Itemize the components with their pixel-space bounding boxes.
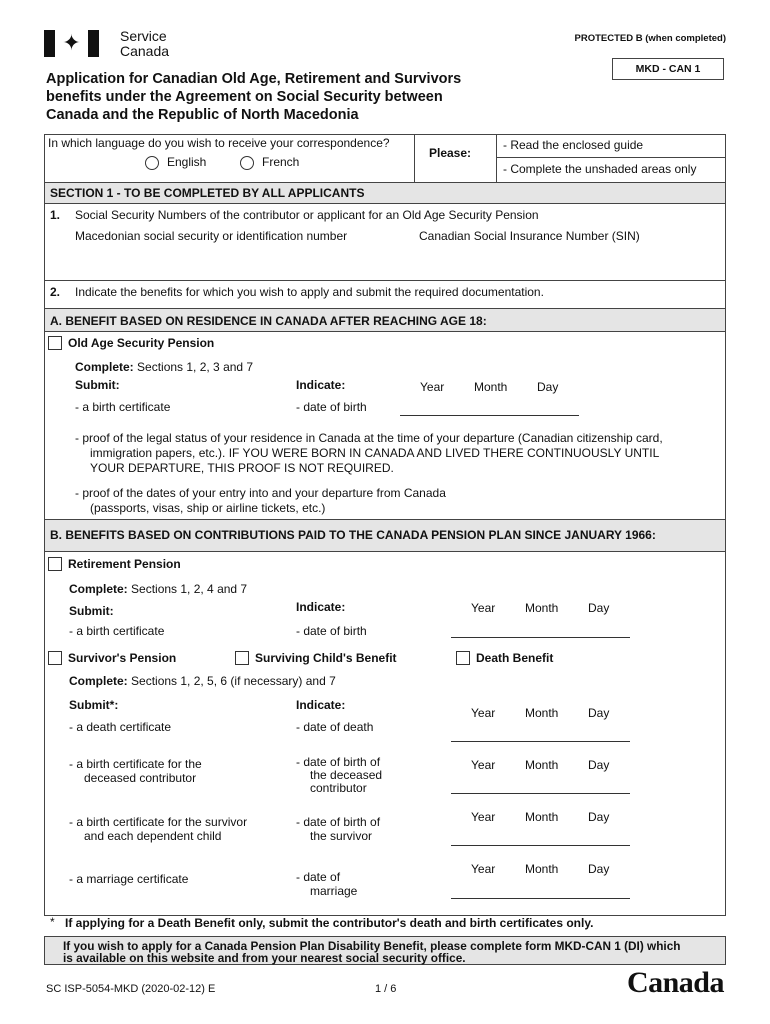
macedonian-id-input[interactable] bbox=[75, 246, 405, 276]
survivor-label: Survivor's Pension bbox=[68, 651, 177, 665]
oas-label: Old Age Security Pension bbox=[68, 336, 215, 350]
french-radio[interactable] bbox=[240, 156, 254, 170]
survivor-dob-field[interactable] bbox=[451, 845, 630, 846]
retirement-label: Retirement Pension bbox=[68, 557, 181, 571]
oas-dob-field[interactable] bbox=[400, 415, 579, 416]
sin-input[interactable] bbox=[419, 246, 719, 276]
retirement-checkbox[interactable] bbox=[48, 557, 62, 571]
instruction-guide: - Read the enclosed guide bbox=[503, 138, 644, 152]
page-number: 1 / 6 bbox=[375, 983, 397, 995]
death-benefit-note: If applying for a Death Benefit only, submit the contributor's death and birth certificates only. bbox=[65, 916, 594, 930]
marriage-date-field[interactable] bbox=[451, 898, 630, 899]
disability-note-1: If you wish to apply for a Canada Pension Plan Disability Benefit, please complete form MKD-CAN 1 (DI) which bbox=[63, 939, 681, 953]
macedonian-id-label: Macedonian social security or identification number bbox=[75, 229, 348, 243]
death-benefit-label: Death Benefit bbox=[476, 651, 554, 665]
child-benefit-checkbox[interactable] bbox=[235, 651, 249, 665]
form-title: Application for Canadian Old Age, Retirement and Survivors benefits under the Agreement on Social Security between Canada and the Republic of North Macedonia bbox=[46, 71, 462, 123]
form-id: SC ISP-5054-MKD (2020-02-12) E bbox=[46, 983, 216, 995]
death-benefit-checkbox[interactable] bbox=[456, 651, 470, 665]
death-date-field[interactable] bbox=[451, 741, 630, 742]
oas-complete: Complete: Sections 1, 2, 3 and 7 bbox=[75, 360, 254, 374]
child-benefit-label: Surviving Child's Benefit bbox=[255, 651, 397, 665]
please-label: Please: bbox=[429, 146, 472, 160]
deceased-dob-field[interactable] bbox=[451, 793, 630, 794]
oas-checkbox[interactable] bbox=[48, 336, 62, 350]
canada-flag-logo bbox=[44, 30, 99, 57]
sectionA-heading: A. BENEFIT BASED ON RESIDENCE IN CANADA AFTER REACHING AGE 18: bbox=[50, 314, 487, 328]
q1-text: Social Security Numbers of the contributor or applicant for an Old Age Security Pension bbox=[75, 208, 539, 222]
instruction-unshaded: - Complete the unshaded areas only bbox=[503, 162, 697, 176]
sin-label: Canadian Social Insurance Number (SIN) bbox=[419, 229, 640, 243]
protected-label: PROTECTED B (when completed) bbox=[574, 33, 726, 44]
english-radio[interactable] bbox=[145, 156, 159, 170]
disability-note-2: is available on this website and from your nearest social security office. bbox=[63, 951, 466, 965]
form-code: MKD - CAN 1 bbox=[612, 58, 724, 80]
canada-wordmark: Canada bbox=[626, 966, 724, 999]
french-option[interactable]: French bbox=[240, 155, 299, 170]
department-name: Service Canada bbox=[120, 28, 170, 59]
english-option[interactable]: English bbox=[145, 155, 206, 170]
survivor-checkbox[interactable] bbox=[48, 651, 62, 665]
sectionB-heading: B. BENEFITS BASED ON CONTRIBUTIONS PAID TO THE CANADA PENSION PLAN SINCE JANUARY 1966: bbox=[50, 528, 656, 542]
maple-leaf-icon: ✦ bbox=[62, 30, 81, 55]
retirement-dob-field[interactable] bbox=[451, 637, 630, 638]
section1-heading: SECTION 1 - TO BE COMPLETED BY ALL APPLICANTS bbox=[50, 186, 365, 200]
language-question: In which language do you wish to receive your correspondence? bbox=[48, 136, 390, 150]
q2-text: Indicate the benefits for which you wish to apply and submit the required documentation. bbox=[75, 285, 544, 299]
